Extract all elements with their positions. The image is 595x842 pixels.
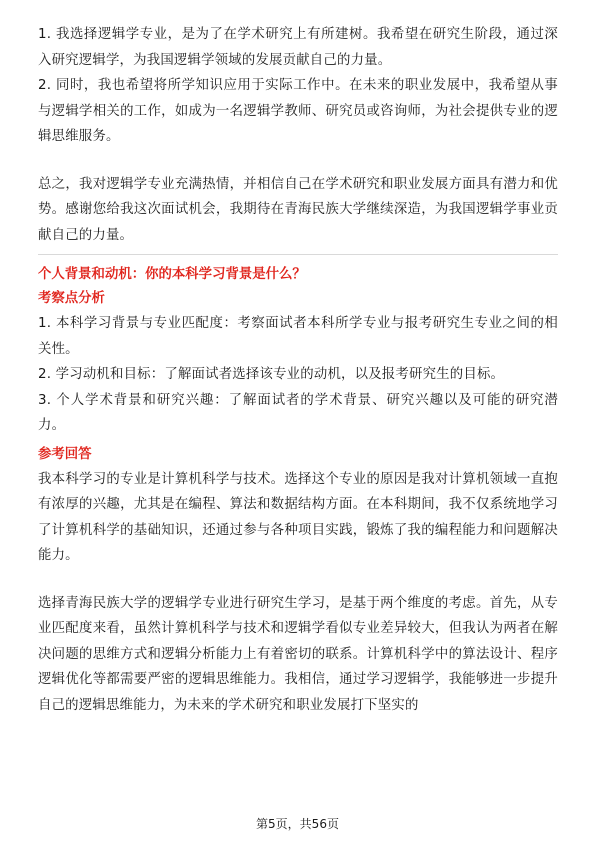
summary-paragraph: 总之，我对逻辑学专业充满热情，并相信自己在学术研究和职业发展方面具有潜力和优势。感谢您给我这次面试机会，我期待在青海民族大学继续深造，为我国逻辑学事业贡献自己的力量。 (38, 176, 558, 243)
answer-paragraph-1: 我本科学习的专业是计算机科学与技术。选择这个专业的原因是我对计算机领域一直抱有浓厚的兴趣，尤其是在编程、算法和数据结构方面。在本科期间，我不仅系统地学习了计算机科学的基础知识，还通过参与各种项目实践，锻炼了我的编程能力和问题解决能力。 (38, 471, 558, 563)
section-divider (38, 254, 558, 255)
analysis-label: 考察点分析 (38, 291, 105, 306)
page-number-footer: 第5页，共56页 (256, 817, 339, 831)
analysis-item-2: 2. 学习动机和目标：了解面试者选择该专业的动机，以及报考研究生的目标。 (38, 367, 505, 382)
answer-label: 参考回答 (38, 446, 92, 462)
analysis-item-1: 1. 本科学习背景与专业匹配度：考察面试者本科所学专业与报考研究生专业之间的相关性。 (38, 316, 558, 357)
answer-paragraph-2: 选择青海民族大学的逻辑学专业进行研究生学习，是基于两个维度的考虑。首先，从专业匹配度来看，虽然计算机科学与技术和逻辑学看似专业差异较大，但我认为两者在解决问题的思维方式和逻辑分析能力上有着密切的联系。计算机科学中的算法设计、程序逻辑优化等都需要严密的逻辑思维能力。我相信，通过学习逻辑学，我能够进一步提升自己的逻辑思维能力，为未来的学术研究和职业发展打下坚实的 (38, 595, 558, 713)
document-page (38, 22, 558, 718)
intro-paragraph-2: 2. 同时，我也希望将所学知识应用于实际工作中。在未来的职业发展中，我希望从事与逻辑学相关的工作，如成为一名逻辑学教师、研究员或咨询师，为社会提供专业的逻辑思维服务。 (38, 78, 558, 144)
intro-paragraph-1: 1. 我选择逻辑学专业，是为了在学术研究上有所建树。我希望在研究生阶段，通过深入研究逻辑学，为我国逻辑学领域的发展贡献自己的力量。 (38, 27, 558, 68)
question-title: 个人背景和动机：你的本科学习背景是什么？ (38, 267, 306, 282)
analysis-item-3: 3. 个人学术背景和研究兴趣：了解面试者的学术背景、研究兴趣以及可能的研究潜力。 (38, 392, 558, 433)
